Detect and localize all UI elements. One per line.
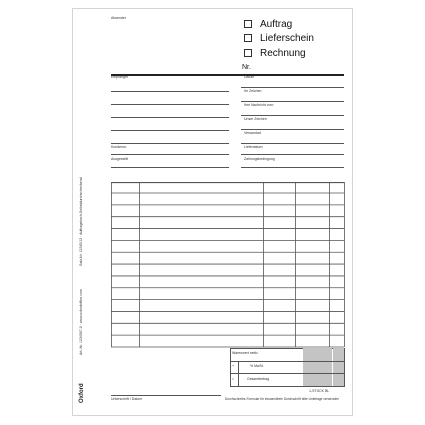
sender-label: Absender (111, 16, 126, 20)
footer-note: Durchschreibe-Formular für einwandfreie Durchschrift bitte Unterlage verwenden (225, 397, 339, 401)
doc-type-rechnung[interactable] (244, 47, 306, 59)
field-label-ihre-nachricht: Ihre Nachricht vom (244, 103, 274, 107)
plus-sign: + (232, 364, 235, 368)
address-line (111, 117, 229, 118)
doc-type-label: Lieferschein (260, 32, 314, 44)
summary-border (344, 348, 345, 386)
checkbox[interactable] (244, 34, 252, 42)
net-label: Warenwert netto (232, 351, 258, 355)
doc-type-lieferschein[interactable] (244, 32, 314, 44)
field-line (111, 167, 229, 168)
field-line (111, 154, 229, 155)
client-label: Kundennr. (111, 145, 127, 149)
deliverydate-label: Lieferdatum (244, 145, 263, 149)
doc-type-label: Auftrag (260, 18, 293, 30)
field-label-datum: Datum (244, 75, 255, 79)
address-line (111, 130, 229, 131)
brand-logo: Oxford (79, 383, 85, 403)
summary-line (230, 373, 345, 374)
items-table (111, 182, 345, 348)
equals-sign: = (232, 377, 235, 381)
checkbox[interactable] (244, 20, 252, 28)
field-label-ihr-zeichen: Ihr Zeichen (244, 89, 262, 93)
terms-label: Zahlungsbedingung (244, 157, 275, 161)
summary-border (230, 348, 231, 386)
address-line (111, 91, 229, 92)
summary-amount-cell (303, 348, 332, 386)
field-line (241, 167, 344, 168)
address-line (111, 143, 229, 144)
total-label: Gesamtbetrag (247, 377, 270, 381)
form-sheet (72, 8, 353, 416)
footer-code: 1-STÜCK BL (309, 389, 330, 393)
vat-label: % MwSt. (250, 364, 264, 368)
header-separator (111, 74, 344, 76)
field-line (241, 143, 344, 144)
doc-type-label: Rechnung (260, 47, 306, 59)
issued-label: Ausgestellt (111, 157, 129, 161)
field-line (241, 154, 344, 155)
field-line (241, 87, 344, 88)
summary-line (230, 386, 345, 387)
nr-label: Nr. (242, 64, 251, 71)
recipient-label: Empfänger (111, 75, 129, 79)
signature-line (111, 395, 221, 396)
address-line (111, 104, 229, 105)
doc-type-auftrag[interactable] (244, 18, 292, 30)
side-text-1: Art.-Nr. 1234567-0 · www.oxfordoffice.com (79, 289, 83, 355)
side-text-2: Satz-Nr. 12345/12 · Auftragsbuch-Selbstdurchschreibend (79, 177, 83, 266)
field-line (241, 115, 344, 116)
summary-line (230, 361, 345, 362)
checkbox[interactable] (244, 49, 252, 57)
field-label-unser-zeichen: Unser Zeichen (244, 117, 267, 121)
field-label-versandart: Versandart (244, 131, 261, 135)
signature-label: Unterschrift / Datum (111, 397, 143, 401)
field-line (241, 101, 344, 102)
field-line (241, 129, 344, 130)
